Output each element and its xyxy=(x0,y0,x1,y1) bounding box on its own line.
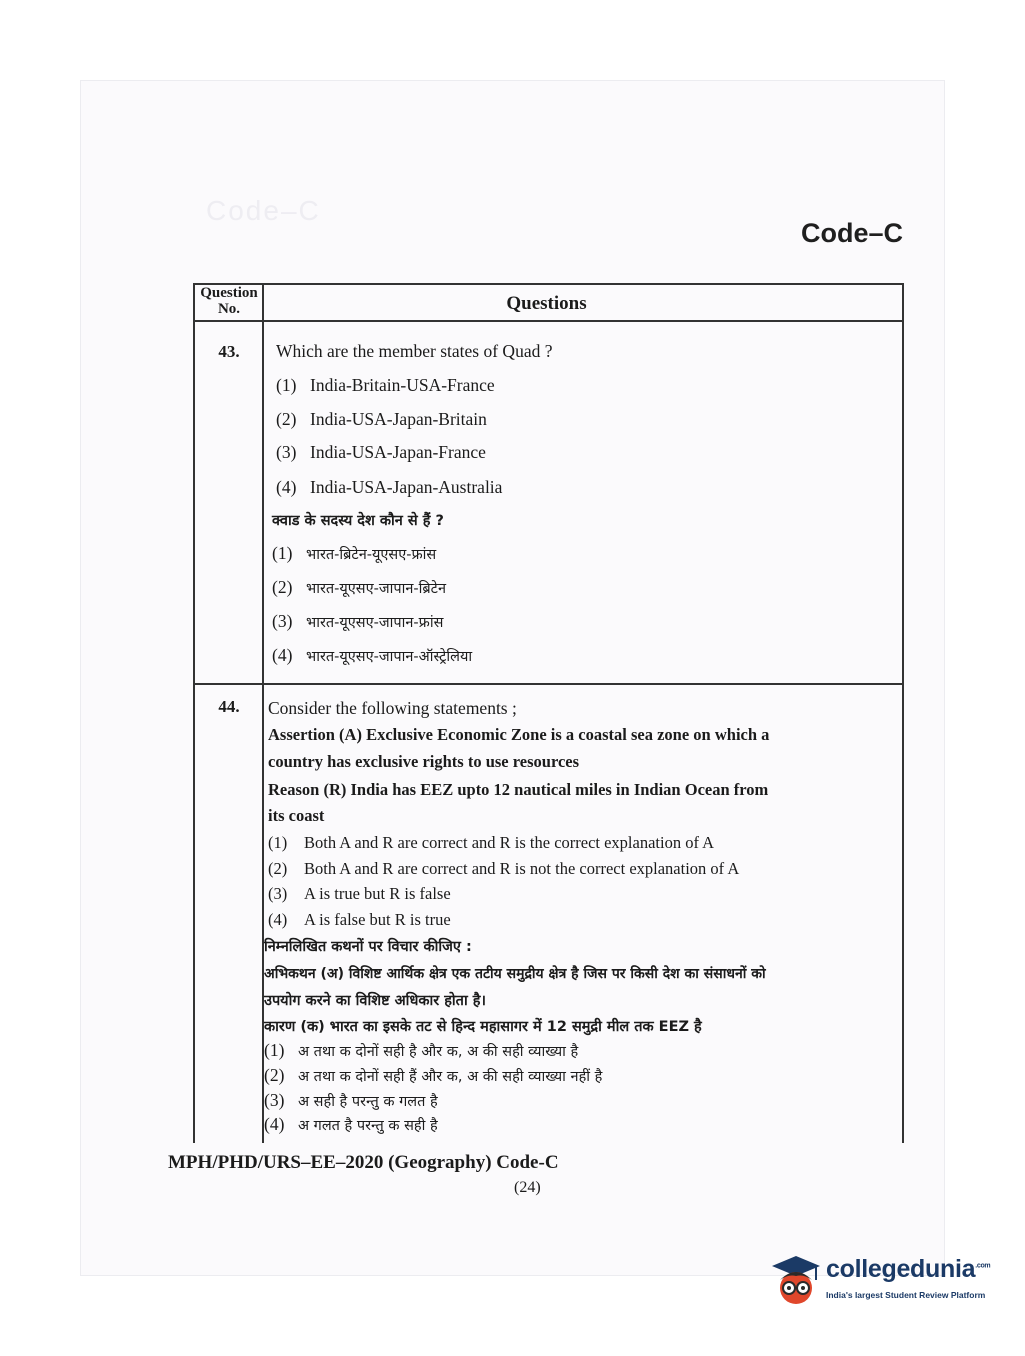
q43-option-hi-3: (3) भारत-यूएसए-जापान-फ्रांस xyxy=(272,611,444,631)
q43-option-en-4: (4) India-USA-Japan-Australia xyxy=(276,477,503,497)
mascot-icon xyxy=(766,1250,824,1312)
page-code-title: Code–C xyxy=(800,218,903,248)
q44-option-hi-4: (4) अ गलत है परन्तु क सही है xyxy=(264,1114,438,1134)
exam-footer-title: MPH/PHD/URS–EE–2020 (Geography) Code-C xyxy=(168,1152,559,1173)
q43-option-en-1: (1) India-Britain-USA-France xyxy=(276,375,495,395)
q43-option-en-2: (2) India-USA-Japan-Britain xyxy=(276,409,487,429)
brand-name: collegedunia$^{.com}$ xyxy=(826,1255,991,1283)
q43-option-en-3: (3) India-USA-Japan-France xyxy=(276,442,486,462)
q44-option-en-1: (1) Both A and R are correct and R is the correct explanation of A xyxy=(268,833,715,852)
bleed-through-text: Code–C xyxy=(206,195,321,226)
q43-hindi-text: क्वाड के सदस्य देश कौन से हैं ? xyxy=(272,513,444,529)
question-number-43: 43. xyxy=(218,342,240,361)
q44-option-en-3: (3) A is true but R is false xyxy=(268,884,451,903)
q44-intro: Consider the following statements ; xyxy=(268,698,517,718)
q44-option-hi-1: (1) अ तथा क दोनों सही है और क, अ की सही व्याख्या है xyxy=(264,1040,579,1060)
q44-reason-line2: its coast xyxy=(268,806,325,825)
q44-option-en-4: (4) A is false but R is true xyxy=(268,910,451,929)
page-number: (24) xyxy=(514,1179,541,1196)
collegedunia-logo xyxy=(766,1250,996,1314)
q44-hindi-reason: कारण (क) भारत का इसके तट से हिन्द महासागर में 12 समुद्री मील तक EEZ है xyxy=(264,1019,702,1035)
q44-assertion-line1: Assertion (A) Exclusive Economic Zone is a coastal sea zone on which a xyxy=(268,725,770,744)
q44-option-en-2: (2) Both A and R are correct and R is not the correct explanation of A xyxy=(268,859,740,878)
q44-reason-line1: Reason (R) India has EEZ upto 12 nautical miles in Indian Ocean from xyxy=(268,780,769,799)
q44-assertion-line2: country has exclusive rights to use resources xyxy=(268,752,580,771)
q43-option-hi-2: (2) भारत-यूएसए-जापान-ब्रिटेन xyxy=(272,577,447,597)
q43-option-hi-1: (1) भारत-ब्रिटेन-यूएसए-फ्रांस xyxy=(272,543,437,563)
header-questions: Questions xyxy=(506,293,587,314)
q44-hindi-assertion-line1: अभिकथन (अ) विशिष्ट आर्थिक क्षेत्र एक तटीय समुद्रीय क्षेत्र है जिस पर किसी देश का संसाधनों को xyxy=(264,966,766,982)
question-number-44: 44. xyxy=(218,697,240,716)
q44-option-hi-2: (2) अ तथा क दोनों सही हैं और क, अ की सही व्याख्या नहीं है xyxy=(264,1065,603,1085)
q44-hindi-assertion-line2: उपयोग करने का विशिष्ट अधिकार होता है। xyxy=(264,993,486,1009)
q44-hindi-intro: निम्नलिखित कथनों पर विचार कीजिए : xyxy=(264,939,472,955)
header-question-no: Question No. xyxy=(200,285,258,317)
q44-option-hi-3: (3) अ सही है परन्तु क गलत है xyxy=(264,1090,438,1110)
q43-option-hi-4: (4) भारत-यूएसए-जापान-ऑस्ट्रेलिया xyxy=(272,645,473,665)
table-row-divider xyxy=(193,683,904,685)
table-header-divider xyxy=(193,320,904,322)
q43-english-text: Which are the member states of Quad ? xyxy=(276,341,553,361)
brand-tagline: India's largest Student Review Platform xyxy=(826,1290,986,1300)
